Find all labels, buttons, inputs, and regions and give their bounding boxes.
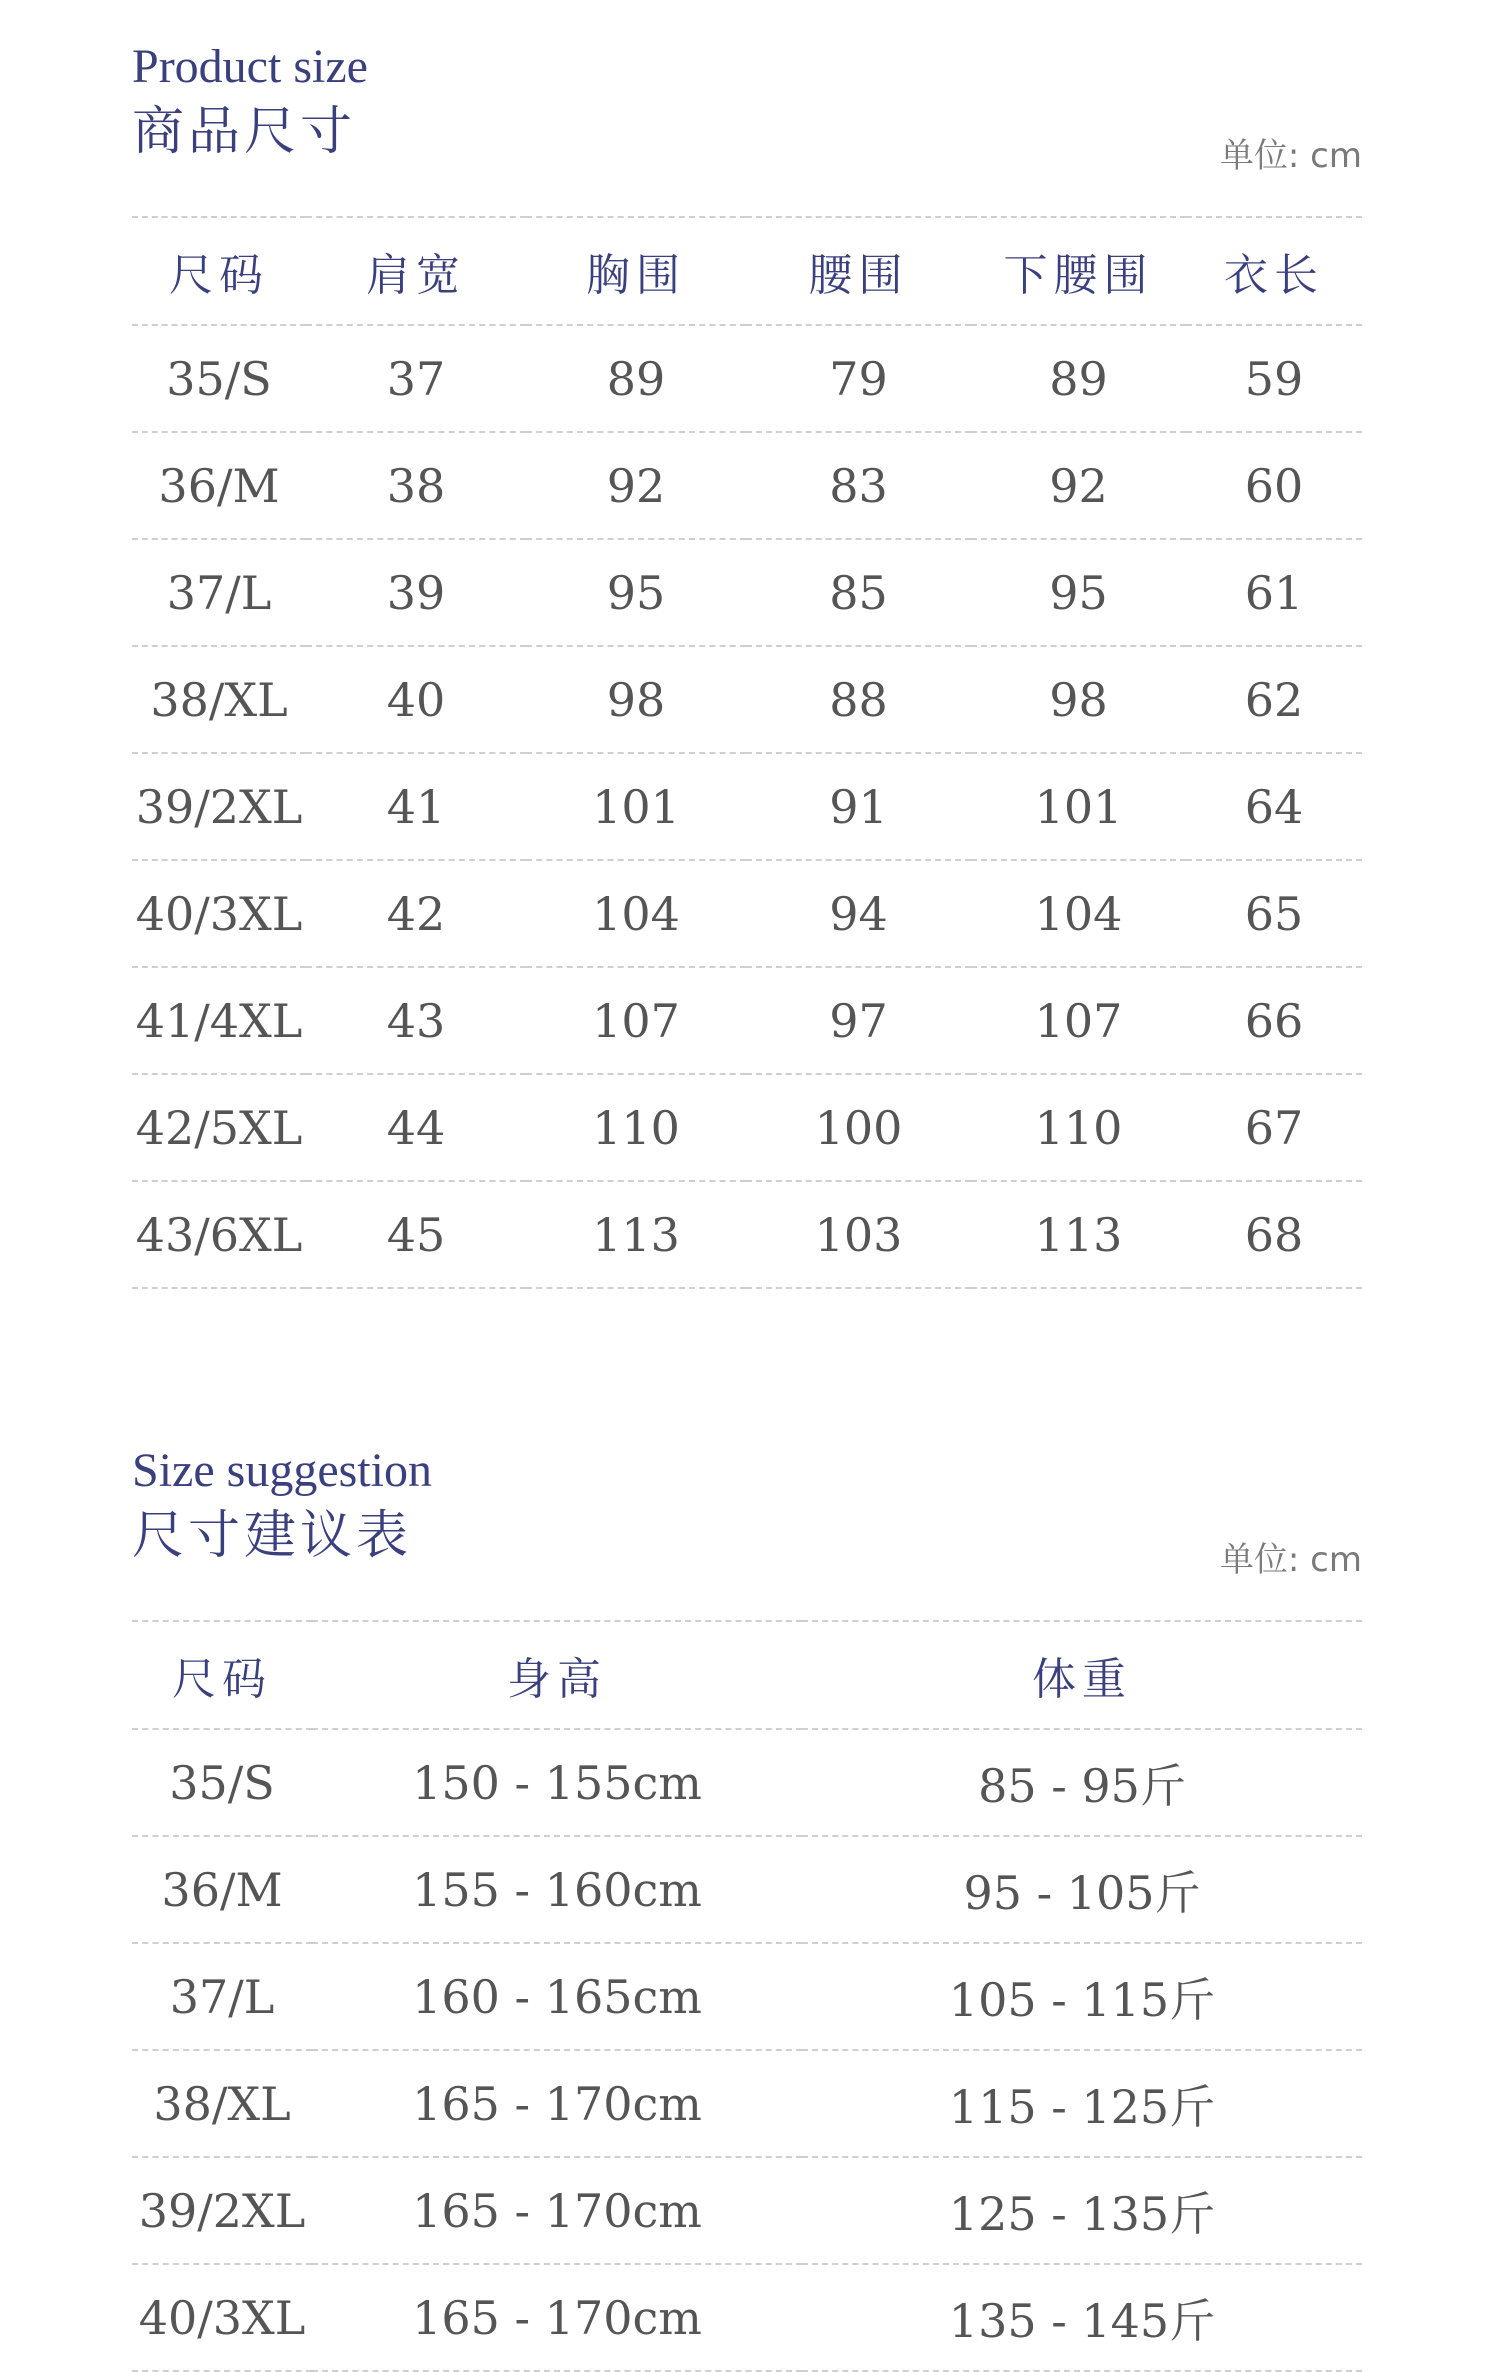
table-cell: 79: [829, 351, 888, 406]
table-cell: 100: [814, 1100, 903, 1155]
table-cell: 113: [1034, 1207, 1123, 1262]
table-row: [132, 646, 1362, 753]
table-cell: 85 - 95斤: [978, 1758, 1186, 1813]
table-cell: 110: [1034, 1100, 1123, 1155]
table-row: [132, 1074, 1362, 1181]
header-cell: 衣长: [1224, 250, 1324, 301]
table-cell: 59: [1244, 351, 1304, 406]
table-cell: 150 - 155cm: [412, 1755, 702, 1810]
table-cell: 98: [606, 672, 666, 727]
table-cell: 91: [829, 779, 888, 834]
table-cell: 45: [386, 1207, 446, 1262]
table-header-row: [132, 1621, 1362, 1729]
table-cell: 89: [1049, 351, 1108, 406]
table-row: [132, 432, 1362, 539]
table-cell: 38: [386, 458, 446, 513]
header-cell: 胸围: [586, 250, 686, 301]
table-cell: 38/XL: [150, 672, 288, 727]
table-cell: 42/5XL: [135, 1100, 303, 1155]
header-cell: 尺码: [172, 1654, 272, 1705]
table-row: [132, 753, 1362, 860]
table-cell: 39/2XL: [135, 779, 303, 834]
table-cell: 40/3XL: [138, 2290, 306, 2345]
table-row: [132, 2264, 1362, 2371]
table-cell: 68: [1244, 1207, 1304, 1262]
size-suggestion-title-cn: 尺寸建议表: [132, 1506, 413, 1566]
size-suggestion-unit-label: 单位: cm: [1219, 1540, 1362, 1580]
table-cell: 36/M: [161, 1862, 283, 1917]
table-cell: 165 - 170cm: [412, 2183, 702, 2238]
header-cell: 肩宽: [366, 250, 466, 301]
header-cell: 下腰围: [1003, 250, 1154, 301]
table-row: [132, 1836, 1362, 1943]
table-cell: 92: [1049, 458, 1108, 513]
table-cell: 37: [386, 351, 446, 406]
table-cell: 105 - 115斤: [948, 1972, 1216, 2027]
table-cell: 85: [829, 565, 888, 620]
table-cell: 115 - 125斤: [948, 2079, 1216, 2134]
table-header-row: [132, 217, 1362, 325]
size-suggestion-table: [132, 1620, 1362, 2372]
table-cell: 43: [386, 993, 446, 1048]
table-cell: 83: [829, 458, 888, 513]
table-cell: 39: [386, 565, 446, 620]
table-cell: 107: [1034, 993, 1123, 1048]
table-cell: 35/S: [169, 1755, 275, 1810]
table-cell: 104: [1034, 886, 1123, 941]
product-size-unit-label: 单位: cm: [1219, 136, 1362, 176]
table-row: [132, 539, 1362, 646]
header-cell: 尺码: [169, 250, 269, 301]
table-cell: 125 - 135斤: [948, 2186, 1216, 2241]
table-cell: 60: [1244, 458, 1304, 513]
table-cell: 135 - 145斤: [948, 2293, 1216, 2348]
table-cell: 36/M: [158, 458, 280, 513]
table-row: [132, 967, 1362, 1074]
table-cell: 95: [1049, 565, 1108, 620]
table-cell: 98: [1049, 672, 1108, 727]
table-cell: 92: [606, 458, 666, 513]
table-cell: 101: [592, 779, 680, 834]
table-cell: 65: [1244, 886, 1304, 941]
table-row: [132, 2050, 1362, 2157]
table-cell: 67: [1244, 1100, 1304, 1155]
table-cell: 155 - 160cm: [412, 1862, 702, 1917]
table-cell: 64: [1244, 779, 1304, 834]
table-cell: 44: [386, 1100, 446, 1155]
table-cell: 89: [606, 351, 666, 406]
table-cell: 41: [386, 779, 446, 834]
table-cell: 103: [814, 1207, 903, 1262]
header-cell: 体重: [1032, 1654, 1132, 1705]
size-suggestion-title-en: Size suggestion: [132, 1444, 432, 1497]
table-cell: 40/3XL: [135, 886, 303, 941]
table-cell: 104: [592, 886, 680, 941]
table-cell: 88: [829, 672, 888, 727]
table-row: [132, 860, 1362, 967]
table-row: [132, 1943, 1362, 2050]
table-cell: 37/L: [169, 1969, 275, 2024]
table-cell: 66: [1244, 993, 1304, 1048]
table-cell: 40: [386, 672, 446, 727]
table-cell: 39/2XL: [138, 2183, 306, 2238]
header-cell: 身高: [507, 1654, 607, 1705]
table-cell: 42: [386, 886, 446, 941]
table-cell: 61: [1244, 565, 1304, 620]
table-cell: 37/L: [166, 565, 272, 620]
table-cell: 95: [606, 565, 666, 620]
table-row: [132, 1729, 1362, 1836]
table-cell: 107: [592, 993, 680, 1048]
table-cell: 62: [1244, 672, 1304, 727]
table-row: [132, 2157, 1362, 2264]
table-cell: 110: [592, 1100, 680, 1155]
table-cell: 95 - 105斤: [963, 1865, 1201, 1920]
product-size-title-cn: 商品尺寸: [132, 102, 357, 162]
table-cell: 165 - 170cm: [412, 2076, 702, 2131]
table-cell: 41/4XL: [135, 993, 303, 1048]
header-cell: 腰围: [808, 250, 909, 301]
product-size-title-en: Product size: [132, 40, 368, 93]
table-cell: 94: [829, 886, 888, 941]
table-cell: 35/S: [166, 351, 272, 406]
table-cell: 101: [1034, 779, 1123, 834]
table-cell: 43/6XL: [135, 1207, 303, 1262]
table-cell: 38/XL: [153, 2076, 291, 2131]
table-cell: 160 - 165cm: [412, 1969, 702, 2024]
table-cell: 113: [592, 1207, 680, 1262]
table-row: [132, 325, 1362, 432]
table-cell: 97: [829, 993, 888, 1048]
table-row: [132, 1181, 1362, 1288]
table-cell: 165 - 170cm: [412, 2290, 702, 2345]
product-size-table: [132, 216, 1362, 1289]
